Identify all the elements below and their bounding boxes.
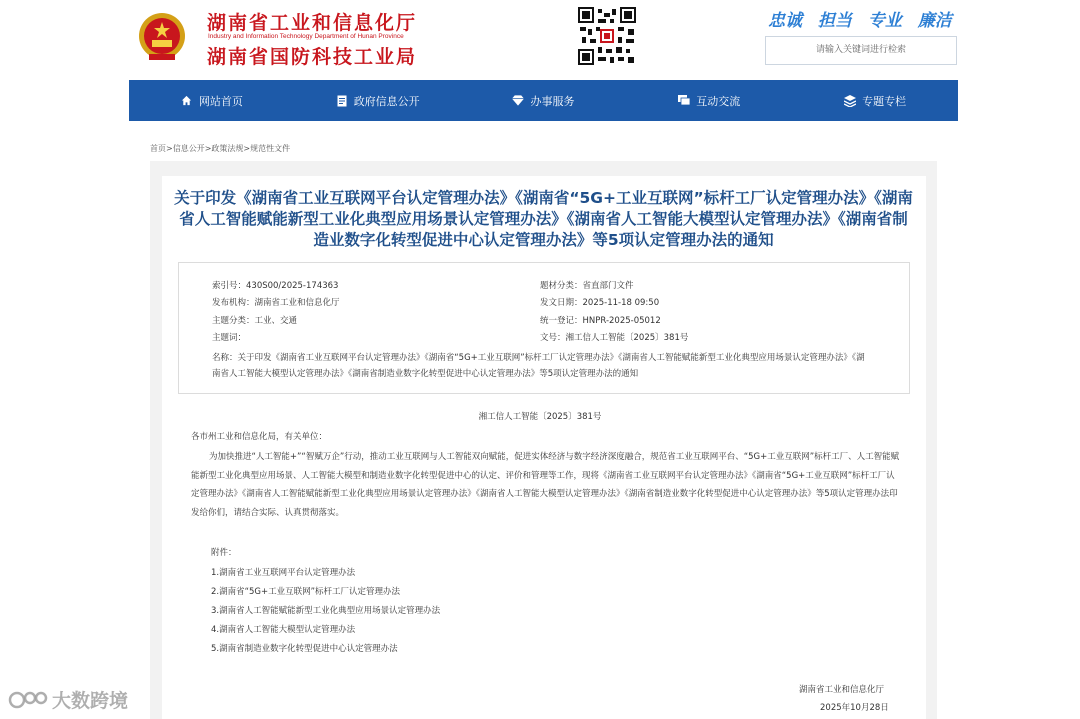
- nav-item-topics[interactable]: [792, 80, 958, 121]
- nav-label: 办事服务: [530, 94, 575, 108]
- slogan: [768, 6, 962, 31]
- slogan-word: 忠诚: [768, 11, 802, 31]
- meta-subject: 主题分类：工业、交通: [212, 316, 298, 326]
- national-emblem-icon: [137, 10, 187, 64]
- breadcrumb: 首页>信息公开>政策法规>规范性文件: [150, 144, 291, 153]
- body-paragraph: 为加快推进“人工智能+”“智赋万企”行动，推动工业互联网与人工智能双向赋能，促进实体经济与数字经济深度融合，规范省工业互联网平台、“5G+工业互联网”标杆工厂、人工智能赋能新型工业化典型应用场景、人工智能大模型和制造业数字化转型促进中心的认定、评价和管理等工作，现将《湖南省工业互联网平台认定管理办法》《湖南省“5G+工业互联网”标杆工厂认定管理办法》《湖南省人工智能赋能新型工业化典型应用场景认定管理办法》《湖南省人工智能大模型认定管理办法》《湖南省制造业数字化转型促进中心认定管理办法》等5项认定管理办法印发给你们，请结合实际、认真贯彻落实。: [191, 452, 900, 518]
- qr-code-icon: [578, 7, 636, 65]
- document-number: 湘工信人工智能〔2025〕381号: [478, 412, 602, 422]
- chat-icon: [678, 95, 690, 107]
- watermark: [8, 686, 128, 713]
- attachments-title: 附件：: [211, 548, 237, 558]
- signature-org: 湖南省工业和信息化厅: [799, 685, 885, 695]
- meta-index-no: 索引号：430S00/2025-174363: [212, 281, 339, 291]
- nav-label: 互动交流: [696, 94, 741, 108]
- slogan-word: 廉洁: [917, 11, 952, 31]
- breadcrumb-link-policy[interactable]: 政策法规: [211, 144, 244, 153]
- org-name-primary[interactable]: 湖南省工业和信息化厅: [207, 12, 418, 34]
- nav-item-home[interactable]: [129, 80, 295, 121]
- watermark-text: 大数跨境: [52, 690, 129, 712]
- nav-label: 网站首页: [198, 94, 243, 108]
- signature-date: 2025年10月28日: [820, 703, 889, 713]
- nav-label: 专题专栏: [862, 94, 907, 108]
- meta-name: 名称：关于印发《湖南省工业互联网平台认定管理办法》《湖南省“5G+工业互联网”标杆工厂认定管理办法》《湖南省人工智能赋能新型工业化典型应用场景认定管理办法》《湖南省人工智能大模型认定管理办法》《湖南省制造业数字化转型促进中心认定管理办法》等5项认定管理办法的通知: [212, 353, 865, 379]
- nav-item-gov-info[interactable]: [295, 80, 461, 121]
- meta-publish-date: 发文日期：2025-11-18 09:50: [540, 298, 660, 308]
- breadcrumb-link-info[interactable]: 信息公开: [172, 144, 205, 153]
- meta-keywords: 主题词：: [212, 333, 247, 343]
- slogan-word: 担当: [817, 11, 852, 31]
- meta-publisher: 发布机构：湖南省工业和信息化厅: [212, 298, 340, 308]
- attachment-link[interactable]: 2.湖南省“5G+工业互联网”标杆工厂认定管理办法: [211, 587, 401, 597]
- nav-label: 政府信息公开: [353, 94, 420, 108]
- attachment-link[interactable]: 1.湖南省工业互联网平台认定管理办法: [211, 568, 356, 578]
- home-icon: [181, 95, 193, 107]
- attachment-link[interactable]: 3.湖南省人工智能赋能新型工业化典型应用场景认定管理办法: [211, 606, 441, 616]
- site-header: [0, 0, 1080, 80]
- search-input[interactable]: 请输入关键词进行检索: [765, 36, 957, 65]
- watermark-logo-icon: [8, 689, 48, 711]
- attachment-link[interactable]: 4.湖南省人工智能大模型认定管理办法: [211, 625, 356, 635]
- nav-item-interaction[interactable]: [626, 80, 792, 121]
- main-nav: [129, 80, 958, 121]
- layers-icon: [844, 95, 856, 107]
- org-name-english: Industry and Information Technology Department of Hunan Province: [208, 33, 404, 40]
- meta-unified-reg: 统一登记：HNPR-2025-05012: [540, 316, 661, 326]
- attachment-link[interactable]: 5.湖南省制造业数字化转型促进中心认定管理办法: [211, 644, 398, 654]
- org-name-secondary[interactable]: 湖南省国防科技工业局: [207, 46, 418, 68]
- meta-category: 题材分类：省直部门文件: [540, 281, 634, 291]
- addressee: 各市州工业和信息化局，有关单位：: [191, 432, 328, 442]
- breadcrumb-link-home[interactable]: 首页: [150, 144, 166, 153]
- slogan-word: 专业: [867, 11, 902, 31]
- document-icon: [336, 95, 348, 107]
- meta-doc-no: 文号：湘工信人工智能〔2025〕381号: [540, 333, 689, 343]
- nav-item-services[interactable]: [461, 80, 627, 121]
- breadcrumb-link-normative[interactable]: 规范性文件: [250, 144, 291, 153]
- article-title: 关于印发《湖南省工业互联网平台认定管理办法》《湖南省“5G+工业互联网”标杆工厂认定管理办法》《湖南省人工智能赋能新型工业化典型应用场景认定管理办法》《湖南省人工智能大模型认定管理办法》《湖南省制造业数字化转型促进中心认定管理办法》等5项认定管理办法的通知: [174, 189, 913, 249]
- diamond-icon: [512, 95, 524, 107]
- document-meta-box: [178, 262, 910, 394]
